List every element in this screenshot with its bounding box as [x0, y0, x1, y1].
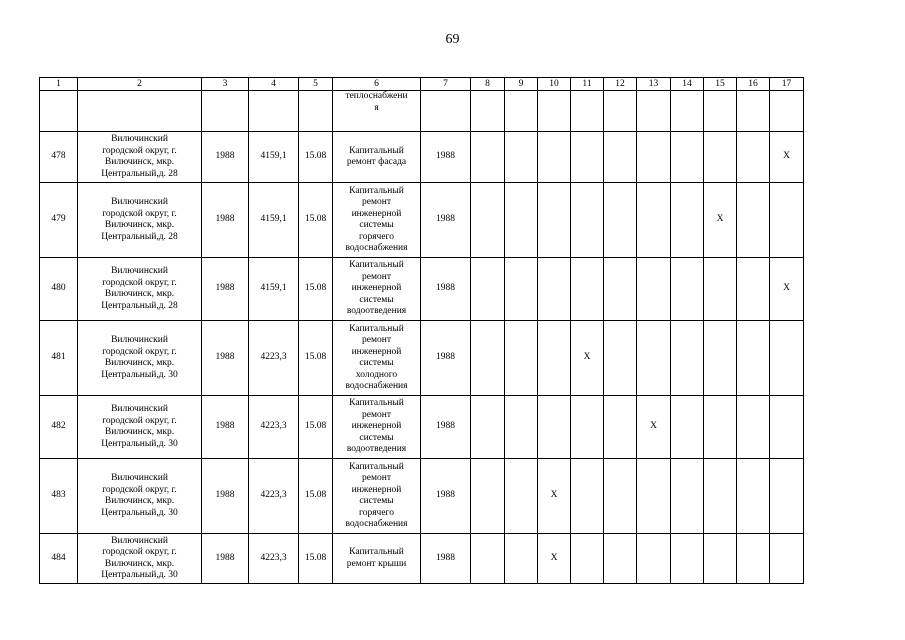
area-cell: 4223,3 [249, 321, 299, 396]
mark-cell: Х [770, 132, 804, 183]
repair-register-table [39, 77, 804, 584]
empty-cell [770, 396, 804, 459]
work-type-cell: Капитальный ремонт инженерной системы горячего водоснабжения [333, 183, 421, 258]
empty-cell [671, 321, 704, 396]
empty-cell [538, 321, 571, 396]
empty-cell [571, 183, 604, 258]
date-cell: 15.08 [299, 321, 333, 396]
column-header: 15 [704, 78, 737, 91]
empty-cell [770, 534, 804, 584]
empty-cell [571, 258, 604, 321]
empty-cell [770, 321, 804, 396]
row-number-cell: 481 [40, 321, 78, 396]
column-header: 5 [299, 78, 333, 91]
column-header: 8 [471, 78, 505, 91]
empty-cell [505, 183, 538, 258]
empty-cell [704, 132, 737, 183]
area-cell: 4159,1 [249, 132, 299, 183]
column-header: 3 [202, 78, 249, 91]
row-number-cell: 484 [40, 534, 78, 584]
column-header: 16 [737, 78, 770, 91]
row-number-cell: 483 [40, 459, 78, 534]
plan-year-cell: 1988 [421, 396, 471, 459]
work-type-cell: Капитальный ремонт крыши [333, 534, 421, 584]
date-cell: 15.08 [299, 534, 333, 584]
empty-cell [637, 459, 671, 534]
empty-cell [505, 459, 538, 534]
table-row [40, 534, 804, 584]
date-cell: 15.08 [299, 396, 333, 459]
empty-cell [737, 459, 770, 534]
empty-cell [604, 183, 637, 258]
build-year-cell: 1988 [202, 132, 249, 183]
empty-cell [704, 321, 737, 396]
empty-cell [505, 396, 538, 459]
date-cell: 15.08 [299, 459, 333, 534]
empty-cell [471, 459, 505, 534]
plan-year-cell: 1988 [421, 132, 471, 183]
column-header: 14 [671, 78, 704, 91]
column-header: 12 [604, 78, 637, 91]
plan-year-cell: 1988 [421, 183, 471, 258]
empty-cell [505, 258, 538, 321]
empty-cell [704, 258, 737, 321]
address-cell: Вилючинский городской округ, г. Вилючинск, мкр. Центральный,д. 28 [78, 132, 202, 183]
address-cell: Вилючинский городской округ, г. Вилючинск, мкр. Центральный,д. 28 [78, 258, 202, 321]
empty-cell [637, 183, 671, 258]
area-cell: 4223,3 [249, 459, 299, 534]
work-type-cell: Капитальный ремонт инженерной системы водоотведения [333, 258, 421, 321]
table-row [40, 183, 804, 258]
empty-cell [604, 396, 637, 459]
build-year-cell: 1988 [202, 258, 249, 321]
date-cell: 15.08 [299, 258, 333, 321]
column-header: 9 [505, 78, 538, 91]
mark-cell: Х [538, 534, 571, 584]
empty-cell [471, 132, 505, 183]
work-type-cell: теплоснабжени я [333, 91, 421, 132]
table-row [40, 459, 804, 534]
column-header: 11 [571, 78, 604, 91]
empty-cell [737, 183, 770, 258]
plan-year-cell: 1988 [421, 321, 471, 396]
empty-cell [571, 459, 604, 534]
empty-cell [538, 132, 571, 183]
empty-cell [505, 132, 538, 183]
empty-cell [604, 258, 637, 321]
empty-cell [637, 258, 671, 321]
work-type-cell: Капитальный ремонт фасада [333, 132, 421, 183]
plan-year-cell: 1988 [421, 534, 471, 584]
empty-cell [637, 534, 671, 584]
column-header: 10 [538, 78, 571, 91]
empty-cell [604, 132, 637, 183]
empty-cell [671, 396, 704, 459]
continuation-row [40, 91, 804, 132]
column-header: 6 [333, 78, 421, 91]
empty-cell [604, 534, 637, 584]
address-cell: Вилючинский городской округ, г. Вилючинск, мкр. Центральный,д. 28 [78, 183, 202, 258]
area-cell: 4223,3 [249, 396, 299, 459]
build-year-cell: 1988 [202, 534, 249, 584]
work-type-cell: Капитальный ремонт инженерной системы холодного водоснабжения [333, 321, 421, 396]
date-cell: 15.08 [299, 183, 333, 258]
mark-cell: Х [637, 396, 671, 459]
work-type-cell: Капитальный ремонт инженерной системы горячего водоснабжения [333, 459, 421, 534]
column-header: 7 [421, 78, 471, 91]
build-year-cell: 1988 [202, 459, 249, 534]
empty-cell [770, 183, 804, 258]
empty-cell [671, 534, 704, 584]
column-header: 1 [40, 78, 78, 91]
table-row [40, 321, 804, 396]
empty-cell [471, 321, 505, 396]
date-cell: 15.08 [299, 132, 333, 183]
address-cell: Вилючинский городской округ, г. Вилючинск, мкр. Центральный,д. 30 [78, 396, 202, 459]
empty-cell [737, 258, 770, 321]
column-header: 2 [78, 78, 202, 91]
table-row [40, 132, 804, 183]
build-year-cell: 1988 [202, 321, 249, 396]
empty-cell [737, 321, 770, 396]
build-year-cell: 1988 [202, 396, 249, 459]
work-type-cell: Капитальный ремонт инженерной системы водоотведения [333, 396, 421, 459]
empty-cell [571, 132, 604, 183]
empty-cell [471, 396, 505, 459]
area-cell: 4159,1 [249, 258, 299, 321]
table-row [40, 258, 804, 321]
empty-cell [571, 534, 604, 584]
empty-cell [637, 321, 671, 396]
mark-cell: Х [571, 321, 604, 396]
empty-cell [637, 132, 671, 183]
column-header: 4 [249, 78, 299, 91]
row-number-cell: 480 [40, 258, 78, 321]
row-number-cell: 479 [40, 183, 78, 258]
empty-cell [671, 459, 704, 534]
empty-cell [538, 258, 571, 321]
column-header: 13 [637, 78, 671, 91]
row-number-cell: 478 [40, 132, 78, 183]
empty-cell [770, 459, 804, 534]
row-number-cell: 482 [40, 396, 78, 459]
empty-cell [505, 534, 538, 584]
empty-cell [571, 396, 604, 459]
empty-cell [604, 459, 637, 534]
plan-year-cell: 1988 [421, 459, 471, 534]
plan-year-cell: 1988 [421, 258, 471, 321]
table-body [40, 132, 804, 584]
empty-cell [538, 396, 571, 459]
empty-cell [671, 258, 704, 321]
column-number-row [40, 78, 804, 91]
empty-cell [471, 258, 505, 321]
mark-cell: Х [704, 183, 737, 258]
empty-cell [704, 534, 737, 584]
empty-cell [737, 534, 770, 584]
mark-cell: Х [538, 459, 571, 534]
area-cell: 4223,3 [249, 534, 299, 584]
empty-cell [704, 396, 737, 459]
empty-cell [737, 396, 770, 459]
table-row [40, 396, 804, 459]
empty-cell [671, 183, 704, 258]
mark-cell: Х [770, 258, 804, 321]
build-year-cell: 1988 [202, 183, 249, 258]
address-cell: Вилючинский городской округ, г. Вилючинск, мкр. Центральный,д. 30 [78, 321, 202, 396]
empty-cell [737, 132, 770, 183]
empty-cell [471, 183, 505, 258]
empty-cell [671, 132, 704, 183]
empty-cell [704, 459, 737, 534]
empty-cell [505, 321, 538, 396]
address-cell: Вилючинский городской округ, г. Вилючинск, мкр. Центральный,д. 30 [78, 534, 202, 584]
column-header: 17 [770, 78, 804, 91]
page-number: 69 [445, 32, 460, 47]
empty-cell [604, 321, 637, 396]
address-cell: Вилючинский городской округ, г. Вилючинск, мкр. Центральный,д. 30 [78, 459, 202, 534]
area-cell: 4159,1 [249, 183, 299, 258]
empty-cell [538, 183, 571, 258]
empty-cell [471, 534, 505, 584]
